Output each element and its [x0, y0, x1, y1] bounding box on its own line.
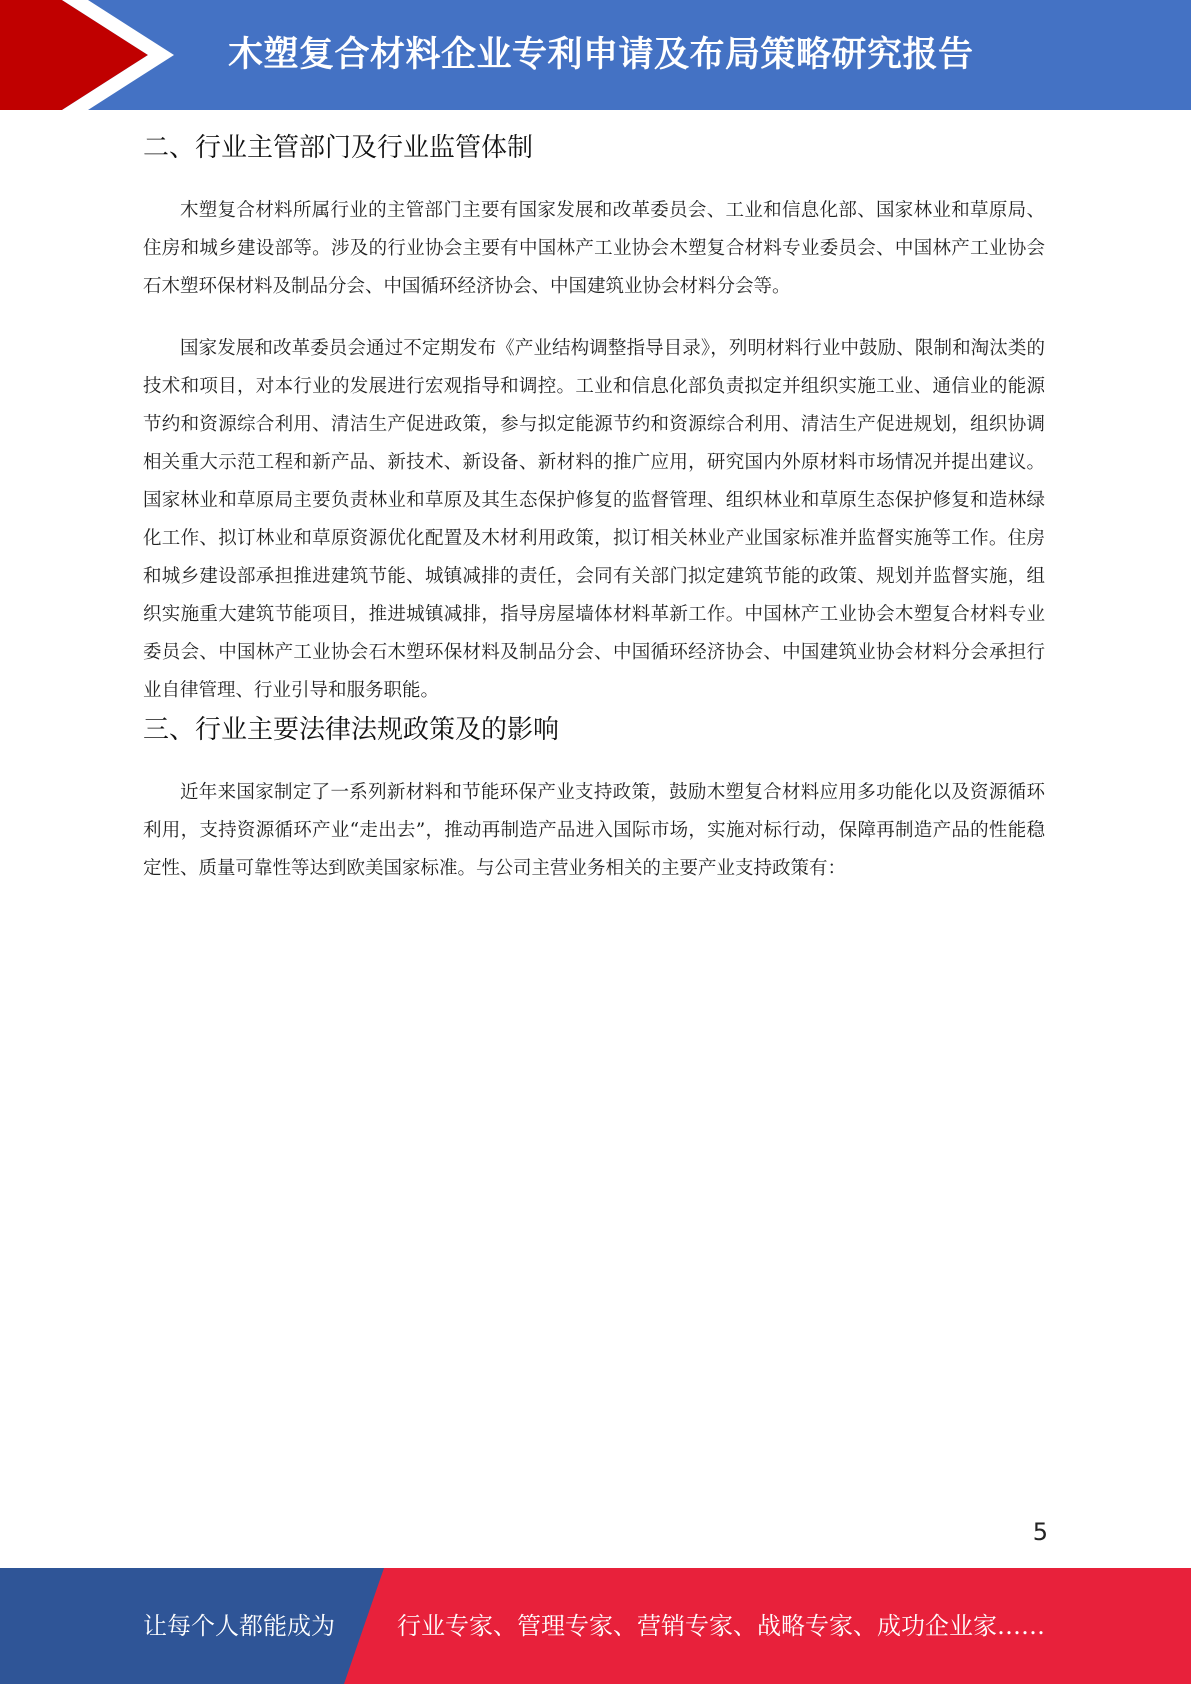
footer-slogan-right: 行业专家、管理专家、营销专家、战略专家、成功企业家……	[397, 1612, 1045, 1640]
paragraph-authorities: 木塑复合材料所属行业的主管部门主要有国家发展和改革委员会、工业和信息化部、国家林业和草原局、住房和城乡建设部等。涉及的行业协会主要有中国林产工业协会木塑复合材料专业委员会、中国林产工业协会石木塑环保材料及制品分会、中国循环经济协会、中国建筑业协会材料分会等。	[143, 200, 1045, 297]
footer-slogan-left: 让每个人都能成为	[143, 1612, 335, 1640]
paragraph-policies: 近年来国家制定了一系列新材料和节能环保产业支持政策，鼓励木塑复合材料应用多功能化以及资源循环利用，支持资源循环产业“走出去”，推动再制造产品进入国际市场，实施对标行动，保障再制造产品的性能稳定性、质量可靠性等达到欧美国家标准。与公司主营业务相关的主要产业支持政策有：	[143, 782, 1045, 879]
report-title: 木塑复合材料企业专利申请及布局策略研究报告	[228, 35, 974, 75]
page-header	[0, 0, 1191, 110]
section-heading-laws-policies: 三、行业主要法律法规政策及的影响	[143, 715, 560, 745]
page-content	[143, 128, 1045, 888]
page-number: 5	[1032, 1518, 1048, 1546]
paragraph-responsibilities: 国家发展和改革委员会通过不定期发布《产业结构调整指导目录》，列明材料行业中鼓励、限制和淘汰类的技术和项目，对本行业的发展进行宏观指导和调控。工业和信息化部负责拟定并组织实施工业、通信业的能源节约和资源综合利用、清洁生产促进政策，参与拟定能源节约和资源综合利用、清洁生产促进规划，组织协调相关重大示范工程和新产品、新技术、新设备、新材料的推广应用，研究国内外原材料市场情况并提出建议。国家林业和草原局主要负责林业和草原及其生态保护修复的监督管理、组织林业和草原生态保护修复和造林绿化工作、拟订林业和草原资源优化配置及木材利用政策，拟订相关林业产业国家标准并监督实施等工作。住房和城乡建设部承担推进建筑节能、城镇减排的责任，会同有关部门拟定建筑节能的政策、规划并监督实施，组织实施重大建筑节能项目，推进城镇减排，指导房屋墙体材料革新工作。中国林产工业协会木塑复合材料专业委员会、中国林产工业协会石木塑环保材料及制品分会、中国循环经济协会、中国建筑业协会材料分会承担行业自律管理、行业引导和服务职能。	[143, 338, 1045, 701]
page-footer	[0, 1568, 1191, 1684]
section-heading-regulatory-system: 二、行业主管部门及行业监管体制	[143, 133, 534, 163]
